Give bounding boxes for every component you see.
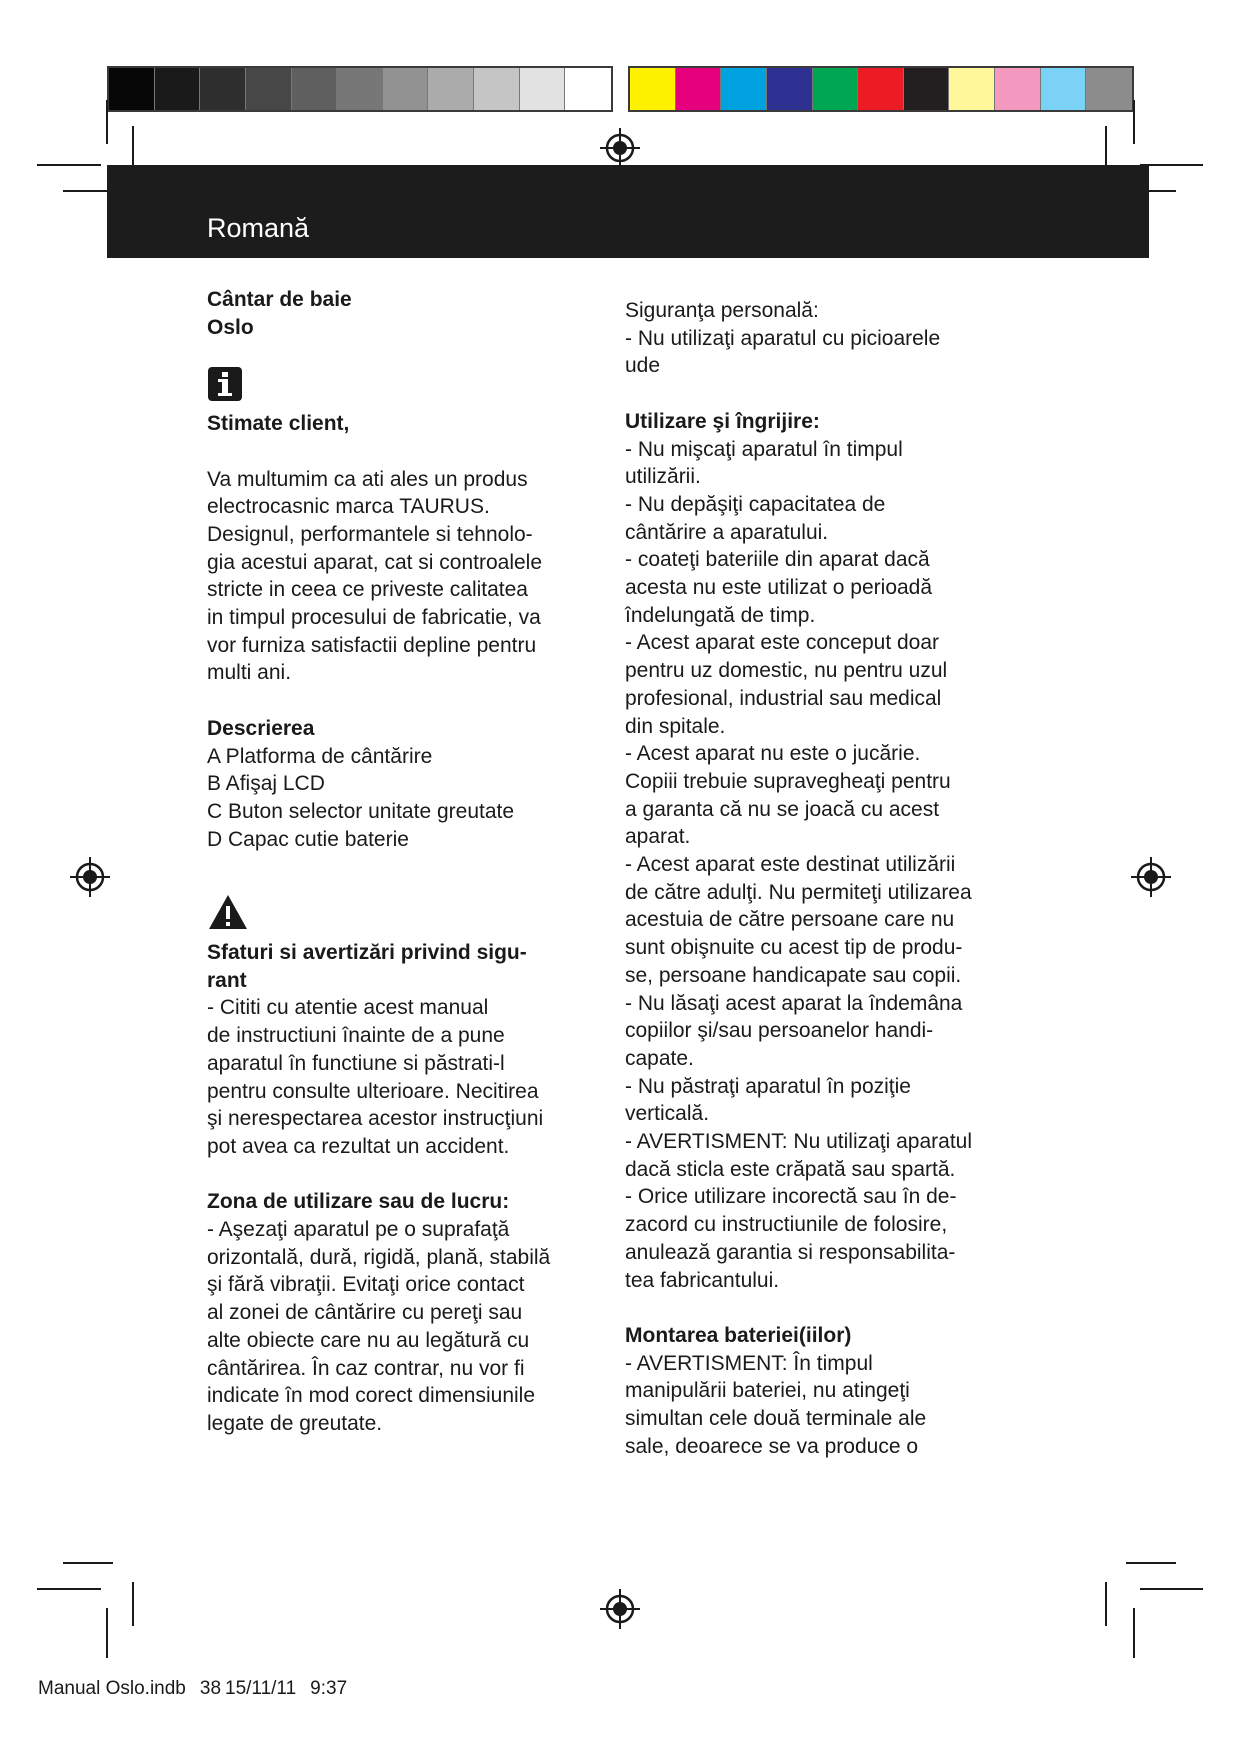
greeting: Stimate client, xyxy=(207,412,350,436)
process-color-bar xyxy=(628,66,1134,112)
grayscale-color-bar xyxy=(107,66,613,112)
text-line: ude xyxy=(625,354,661,378)
process-swatch xyxy=(813,68,859,110)
process-swatch xyxy=(995,68,1041,110)
text-line: - Aşezaţi aparatul pe o suprafaţă xyxy=(207,1218,510,1242)
text-line: alte obiecte care nu au legătură cu xyxy=(207,1328,530,1352)
text-line: indicate în mod corect dimensiunile xyxy=(207,1384,536,1408)
safety-heading xyxy=(207,939,597,994)
battery-heading: Montarea bateriei(iilor) xyxy=(625,1323,852,1347)
slug-time: 9:37 xyxy=(310,1678,348,1699)
text-line: copiilor şi/sau persoanelor handi- xyxy=(625,1019,934,1043)
intro-paragraph xyxy=(207,466,597,688)
text-line: din spitale. xyxy=(625,714,726,738)
text-line: gia acestui aparat, cat si controalele xyxy=(207,550,543,574)
text-line: multi ani. xyxy=(207,661,292,685)
description-item: A Platforma de cântărire xyxy=(207,744,433,768)
text-line: - coateţi bateriile din aparat dacă xyxy=(625,548,930,572)
gray-swatch xyxy=(520,68,566,110)
registration-mark-icon xyxy=(1130,856,1172,898)
left-column xyxy=(207,286,597,1438)
text-line: in timpul procesului de fabricatie, va xyxy=(207,606,541,630)
crop-mark xyxy=(1126,1562,1176,1564)
crop-mark xyxy=(1140,164,1203,166)
info-icon xyxy=(207,366,243,402)
crop-mark xyxy=(1140,1588,1203,1590)
text-line: vor furniza satisfactii depline pentru xyxy=(207,633,537,657)
text-line: Copiii trebuie supravegheaţi pentru xyxy=(625,769,951,793)
text-line: Va multumim ca ati ales un produs xyxy=(207,467,528,491)
crop-mark xyxy=(37,1588,101,1590)
text-line: verticală. xyxy=(625,1102,710,1126)
product-model: Oslo xyxy=(207,315,254,339)
language-header xyxy=(107,165,1149,258)
text-line: sunt obişnuite cu acest tip de produ- xyxy=(625,936,963,960)
text-line: sale, deoarece se va produce o xyxy=(625,1434,919,1458)
crop-mark xyxy=(63,1562,113,1564)
text-line: anulează garantia si responsabilita- xyxy=(625,1240,956,1264)
text-line: pot avea ca rezultat un accident. xyxy=(207,1134,510,1158)
heading-line: rant xyxy=(207,968,247,992)
text-line: - Orice utilizare incorectă sau în de- xyxy=(625,1185,957,1209)
personal-safety-heading: Siguranţa personală: xyxy=(625,299,819,322)
gray-swatch xyxy=(109,68,155,110)
text-line: cântărire a aparatului. xyxy=(625,520,829,544)
text-line: - Acest aparat este conceput doar xyxy=(625,631,940,655)
process-swatch xyxy=(949,68,995,110)
gray-swatch xyxy=(428,68,474,110)
warning-icon xyxy=(207,893,249,931)
text-line: a garanta că nu se joacă cu acest xyxy=(625,797,940,821)
crop-mark xyxy=(63,190,113,192)
text-line: - Cititi cu atentie acest manual xyxy=(207,996,489,1020)
description-item: B Afişaj LCD xyxy=(207,772,325,796)
process-swatch xyxy=(630,68,676,110)
text-line: - AVERTISMENT: Nu utilizaţi aparatul xyxy=(625,1130,973,1154)
text-line: stricte in ceea ce priveste calitatea xyxy=(207,578,528,602)
text-line: dacă sticla este crăpată sau spartă. xyxy=(625,1157,956,1181)
process-swatch xyxy=(1041,68,1087,110)
battery-paragraph xyxy=(625,1350,1025,1461)
process-swatch xyxy=(721,68,767,110)
gray-swatch xyxy=(246,68,292,110)
description-list xyxy=(207,743,597,854)
text-line: - Acest aparat este destinat utilizării xyxy=(625,853,956,877)
crop-mark xyxy=(1133,100,1135,144)
text-line: - Nu utilizaţi aparatul cu picioarele xyxy=(625,326,941,350)
zone-heading: Zona de utilizare sau de lucru: xyxy=(207,1190,510,1214)
safety-paragraph xyxy=(207,994,597,1160)
text-line: - Acest aparat nu este o jucărie. xyxy=(625,742,921,766)
text-line: şi nerespectarea acestor instrucţiuni xyxy=(207,1107,544,1131)
text-line: - Nu lăsaţi acest aparat la îndemâna xyxy=(625,991,963,1015)
text-line: îndelungată de timp. xyxy=(625,603,816,627)
crop-mark xyxy=(132,126,134,170)
registration-mark-icon xyxy=(599,1588,641,1630)
description-heading: Descrierea xyxy=(207,716,315,740)
crop-mark xyxy=(37,164,101,166)
zone-paragraph xyxy=(207,1216,597,1438)
right-column xyxy=(625,297,1025,1461)
text-line: şi fără vibraţii. Evitaţi orice contact xyxy=(207,1273,525,1297)
text-line: orizontală, dură, rigidă, plană, stabilă xyxy=(207,1245,551,1269)
text-line: de către adulţi. Nu permiteţi utilizarea xyxy=(625,880,972,904)
text-line: pentru uz domestic, nu pentru uzul xyxy=(625,659,948,683)
text-line: tea fabricantului. xyxy=(625,1268,780,1292)
product-title: Cântar de baie xyxy=(207,288,352,311)
text-line: Designul, performantele si tehnolo- xyxy=(207,522,533,546)
language-title: Romană xyxy=(207,213,310,243)
text-line: simultan cele două terminale ale xyxy=(625,1407,927,1431)
gray-swatch xyxy=(383,68,429,110)
slug-file: Manual Oslo.indb xyxy=(38,1678,186,1699)
description-item: D Capac cutie baterie xyxy=(207,827,409,851)
crop-mark xyxy=(1133,1608,1135,1658)
text-line: cântărirea. În caz contrar, nu vor fi xyxy=(207,1356,525,1380)
process-swatch xyxy=(858,68,904,110)
text-line: se, persoane handicapate sau copii. xyxy=(625,963,962,987)
text-line: aparatul în functiune si păstrati-l xyxy=(207,1051,505,1075)
text-line: capate. xyxy=(625,1046,694,1070)
text-line: acestuia de către persoane care nu xyxy=(625,908,955,932)
text-line: zacord cu instructiunile de folosire, xyxy=(625,1213,948,1237)
process-swatch xyxy=(1086,68,1132,110)
text-line: - Nu păstraţi aparatul în poziţie xyxy=(625,1074,911,1098)
text-line: - Nu mişcaţi aparatul în timpul xyxy=(625,437,903,461)
text-line: al zonei de cântărire cu pereţi sau xyxy=(207,1301,523,1325)
crop-mark xyxy=(1105,1582,1107,1626)
process-swatch xyxy=(904,68,950,110)
text-line: aparat. xyxy=(625,825,691,849)
crop-mark xyxy=(132,1582,134,1626)
text-line: - Nu depăşiţi capacitatea de xyxy=(625,492,886,516)
print-slug xyxy=(38,1678,361,1700)
gray-swatch xyxy=(474,68,520,110)
text-line: de instructiuni înainte de a pune xyxy=(207,1024,505,1048)
text-line: utilizării. xyxy=(625,465,701,489)
gray-swatch xyxy=(337,68,383,110)
gray-swatch xyxy=(292,68,338,110)
crop-mark xyxy=(106,1608,108,1658)
gray-swatch xyxy=(200,68,246,110)
slug-date: 15/11/11 xyxy=(225,1678,297,1699)
registration-mark-icon xyxy=(599,127,641,169)
gray-swatch xyxy=(155,68,201,110)
text-line: pentru consulte ulterioare. Necitirea xyxy=(207,1079,539,1103)
process-swatch xyxy=(676,68,722,110)
heading-line: Sfaturi si avertizări privind sigu- xyxy=(207,941,527,965)
text-line: profesional, industrial sau medical xyxy=(625,686,942,710)
text-line: acesta nu este utilizat o perioadă xyxy=(625,576,933,600)
usage-heading: Utilizare şi îngrijire: xyxy=(625,409,820,433)
text-line: manipulării bateriei, nu atingeţi xyxy=(625,1379,910,1403)
text-line: electrocasnic marca TAURUS. xyxy=(207,495,490,519)
personal-safety-paragraph xyxy=(625,325,1025,380)
registration-mark-icon xyxy=(69,856,111,898)
text-line: legate de greutate. xyxy=(207,1411,383,1435)
crop-mark xyxy=(106,100,108,144)
text-line: - AVERTISMENT: În timpul xyxy=(625,1351,873,1375)
gray-swatch xyxy=(565,68,611,110)
slug-page: 38 xyxy=(199,1678,222,1699)
description-item: C Buton selector unitate greutate xyxy=(207,799,515,823)
process-swatch xyxy=(767,68,813,110)
usage-paragraph xyxy=(625,436,1025,1295)
crop-mark xyxy=(1105,126,1107,170)
